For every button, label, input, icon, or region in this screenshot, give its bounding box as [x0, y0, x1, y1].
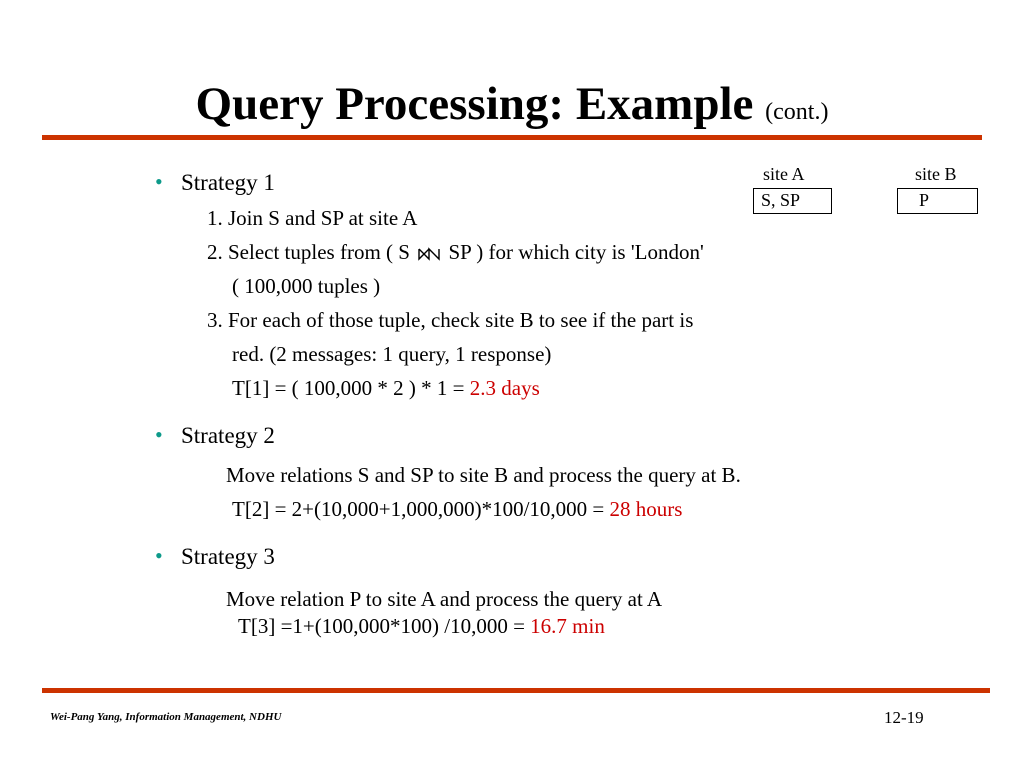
title-main: Query Processing: Example — [195, 78, 754, 130]
strategy2-formula — [232, 496, 682, 522]
strategy1-formula — [232, 375, 540, 401]
strategy3-description: Move relation P to site A and process the query at A — [226, 587, 663, 611]
strategy1-step3: 3. For each of those tuple, check site B to see if the part is — [207, 308, 694, 332]
site-a-box — [753, 188, 832, 214]
strategy1-step2 — [207, 239, 704, 267]
strategy2-result: 28 hours — [609, 497, 683, 521]
page-number: 12-19 — [884, 708, 924, 727]
title-suffix: (cont.) — [765, 99, 829, 125]
strategy1-step3-cont: red. (2 messages: 1 query, 1 response) — [232, 342, 552, 366]
top-divider — [42, 135, 982, 140]
strategy2-description: Move relations S and SP to site B and process the query at B. — [226, 463, 741, 487]
strategy3-heading: Strategy 3 — [181, 544, 275, 569]
strategy1-step2-after: SP ) for which city is 'London' — [448, 240, 704, 264]
strategy3-result: 16.7 min — [530, 614, 605, 638]
site-b-box — [897, 188, 978, 214]
strategy3-formula-text: T[3] =1+(100,000*100) /10,000 = — [238, 614, 525, 638]
site-a-label: site A — [763, 164, 805, 184]
bullet-icon: • — [155, 169, 163, 194]
strategy1-step2-before: 2. Select tuples from ( S — [207, 240, 410, 264]
strategy3-formula — [238, 613, 605, 639]
footer-author: Wei-Pang Yang, Information Management, NDHU — [50, 711, 282, 723]
site-a-content: S, SP — [761, 190, 801, 210]
strategy1-tuple-count: ( 100,000 tuples ) — [232, 274, 381, 298]
strategy1-result: 2.3 days — [469, 376, 540, 400]
strategy1-formula-text: T[1] = ( 100,000 * 2 ) * 1 = — [232, 376, 465, 400]
strategy1-step1: 1. Join S and SP at site A — [207, 206, 418, 230]
site-b-label: site B — [915, 164, 957, 184]
bullet-icon: • — [155, 422, 163, 447]
bullet-icon: • — [155, 543, 163, 568]
bottom-divider — [42, 688, 990, 693]
strategy2-formula-text: T[2] = 2+(10,000+1,000,000)*100/10,000 = — [232, 497, 605, 521]
strategy1-heading: Strategy 1 — [181, 170, 275, 195]
natural-join-icon — [417, 241, 441, 267]
strategy2-heading: Strategy 2 — [181, 423, 275, 448]
slide-title — [0, 74, 1024, 142]
site-b-content: P — [919, 190, 930, 210]
